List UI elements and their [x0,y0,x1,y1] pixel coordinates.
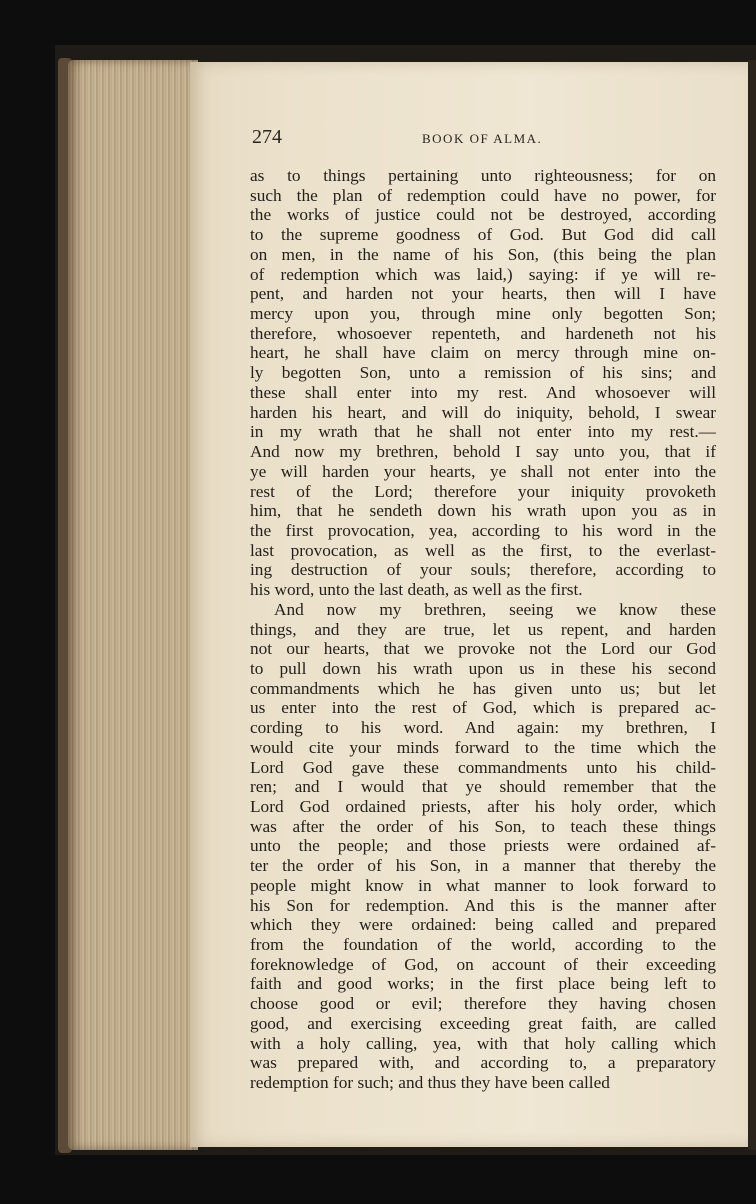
text-line: ly begotten Son, unto a remission of his sins; and [250,363,716,383]
text-line: ye will harden your hearts, ye shall not enter into the [250,461,716,481]
text-line: And now my brethren, behold I say unto you, that if [250,442,716,462]
text-line: pent, and harden not your hearts, then will I have [250,284,716,304]
text-line: Lord God gave these commandments unto his child- [250,757,716,777]
text-line: commandments which he has given unto us; but let [250,678,716,698]
text-line: which they were ordained: being called and prepared [250,915,716,935]
text-line: heart, he shall have claim on mercy through mine on- [250,343,716,363]
text-line: of redemption which was laid,) saying: if ye will re- [250,264,716,284]
body-text [250,166,716,1093]
text-line: unto the people; and those priests were ordained af- [250,836,716,856]
text-line: cording to his word. And again: my brethren, I [250,718,716,738]
text-line: people might know in what manner to look forward to [250,875,716,895]
text-line: from the foundation of the world, according to the [250,935,716,955]
running-head: BOOK OF ALMA. [422,131,543,146]
text-line: the first provocation, yea, according to his word in the [250,520,716,540]
text-line: was prepared with, and according to, a preparatory [250,1053,716,1073]
text-line: on men, in the name of his Son, (this being the plan [250,244,716,264]
text-line: not our hearts, that we provoke not the Lord our God [250,639,716,659]
text-line: to the supreme goodness of God. But God did call [250,225,716,245]
text-line: his word, unto the last death, as well as the first. [250,580,583,600]
text-line: harden his heart, and will do iniquity, behold, I swear [250,402,716,422]
text-line: in my wrath that he shall not enter into my rest.— [250,422,716,442]
text-line: redemption for such; and thus they have been called [250,1073,610,1093]
text-line: us enter into the rest of God, which is prepared ac- [250,698,716,718]
text-line: Lord God ordained priests, after his holy order, which [250,797,716,816]
text-line: therefore, whosoever repenteth, and hardeneth not his [250,323,716,343]
text-line: ter the order of his Son, in a manner that thereby the [250,856,716,876]
text-line: rest of the Lord; therefore your iniquity provoketh [250,481,716,501]
text-line: ren; and I would that ye should remember that the [250,777,716,797]
text-line: such the plan of redemption could have no power, for [250,185,716,205]
text-line: him, that he sendeth down his wrath upon you as in [250,501,716,521]
text-line: was after the order of his Son, to teach these things [250,816,716,836]
text-line: faith and good works; in the first place being left to [250,974,716,994]
text-line: to pull down his wrath upon us in these his second [250,658,716,678]
text-line: mercy upon you, through mine only begotten Son; [250,304,716,324]
page-header [252,126,722,150]
text-line: ing destruction of your souls; therefore, according to [250,560,716,580]
text-line: would cite your minds forward to the time which the [250,737,716,757]
text-line: the works of justice could not be destroyed, according [250,205,716,225]
text-line: last provocation, as well as the first, to the everlast- [250,540,716,560]
text-line: And now my brethren, seeing we know these [274,599,716,619]
page-number: 274 [252,126,282,148]
text-line: good, and exercising exceeding great faith, are called [250,1013,716,1033]
text-line: as to things pertaining unto righteousness; for on [250,166,716,185]
text-line: things, and they are true, let us repent, and harden [250,619,716,639]
facing-page-gutter [748,60,756,1150]
text-line: choose good or evil; therefore they having chosen [250,994,716,1014]
text-line: his Son for redemption. And this is the manner after [250,895,716,915]
page-stack-edges [68,60,198,1150]
text-line: foreknowledge of God, on account of their exceeding [250,954,716,974]
text-line: these shall enter into my rest. And whosoever will [250,382,716,402]
text-line: with a holy calling, yea, with that holy calling which [250,1033,716,1053]
